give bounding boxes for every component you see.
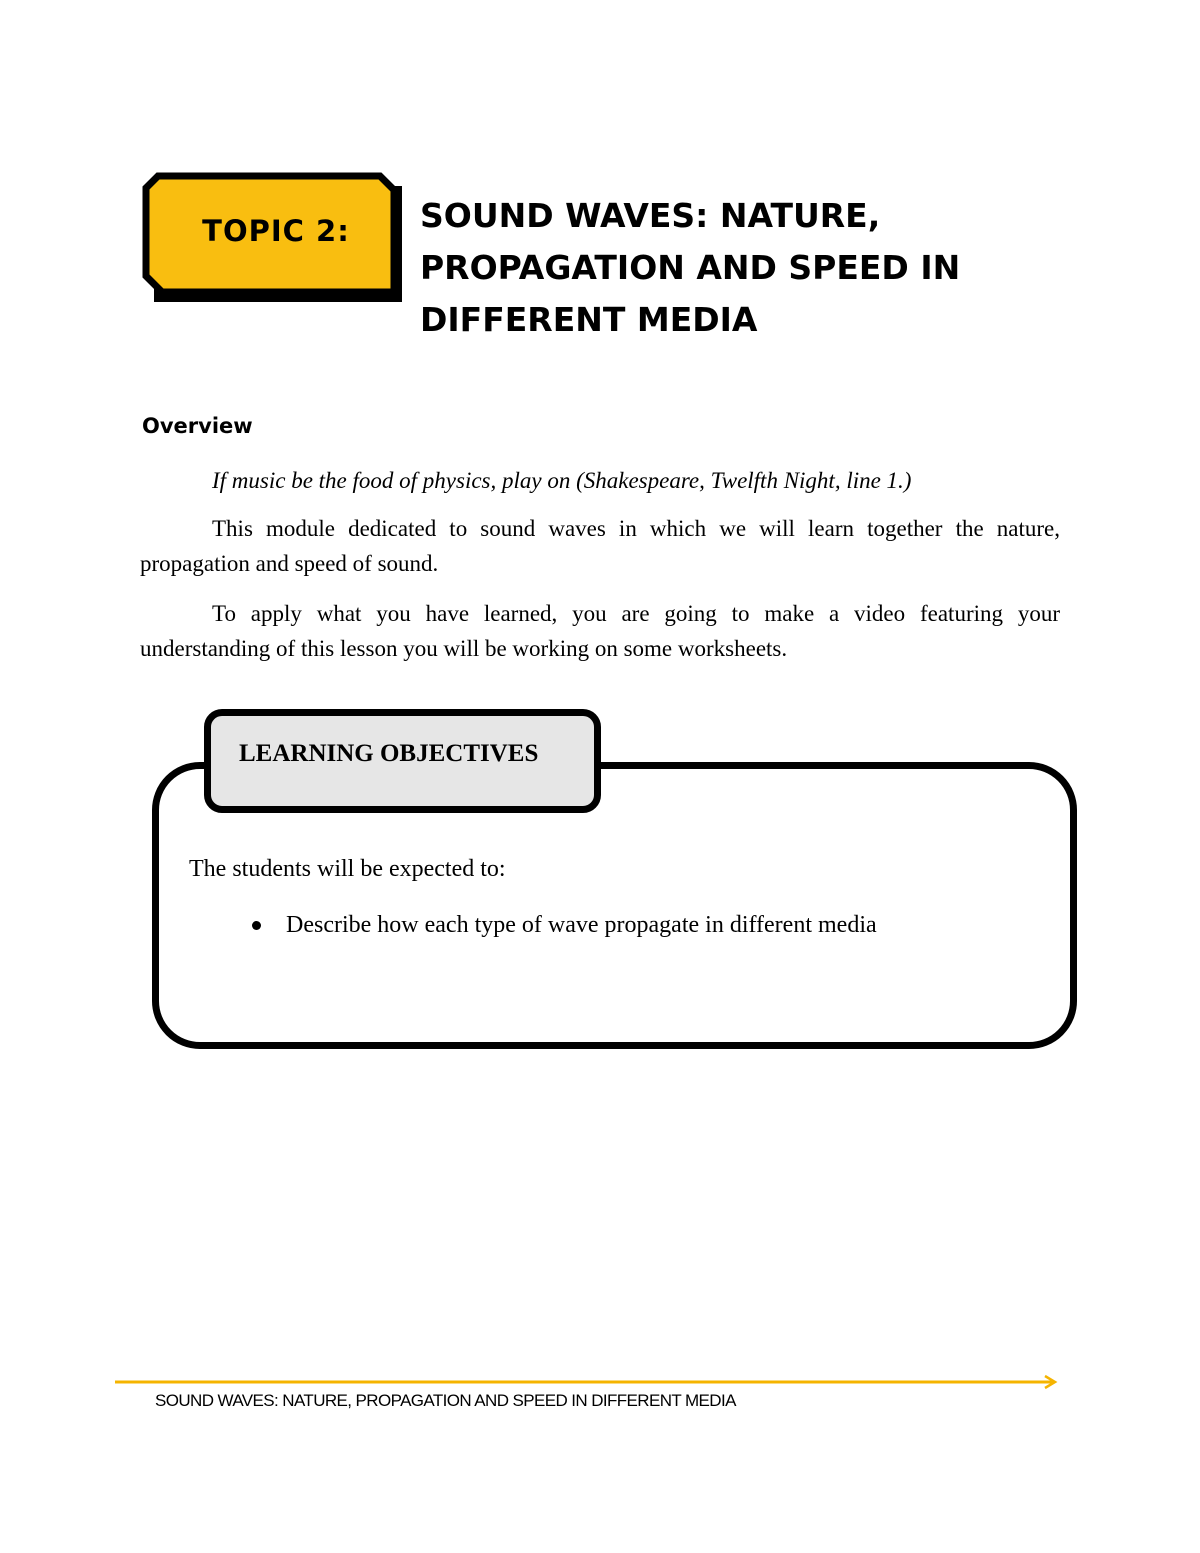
overview-paragraph: This module dedicated to sound waves in which we will learn together the nature, propagation and speed of sound. [140,516,1060,576]
overview-paragraph: To apply what you have learned, you are going to make a video featuring your understanding of this lesson you will be working on some worksheets. [140,601,1060,661]
footer-arrow-rule [115,1372,1061,1392]
topic-title: SOUND WAVES: NATURE, PROPAGATION AND SPEED IN DIFFERENT MEDIA [420,196,961,339]
learning-objectives-title: LEARNING OBJECTIVES [239,740,539,767]
overview-quote: If music be the food of physics, play on (Shakespeare, Twelfth Night, line 1.) [212,468,912,493]
learning-objectives-list [250,908,877,942]
list-item-text: Describe how each type of wave propagate in different media [286,912,877,938]
list-item [250,908,877,942]
learning-objectives-tab [204,709,601,813]
learning-objectives-intro: The students will be expected to: [189,856,506,882]
topic-badge [140,172,404,304]
bullet-icon [252,921,261,930]
overview-heading: Overview [142,414,253,438]
topic-label: TOPIC 2: [202,214,350,248]
footer-text: SOUND WAVES: NATURE, PROPAGATION AND SPEED IN DIFFERENT MEDIA [155,1391,736,1410]
